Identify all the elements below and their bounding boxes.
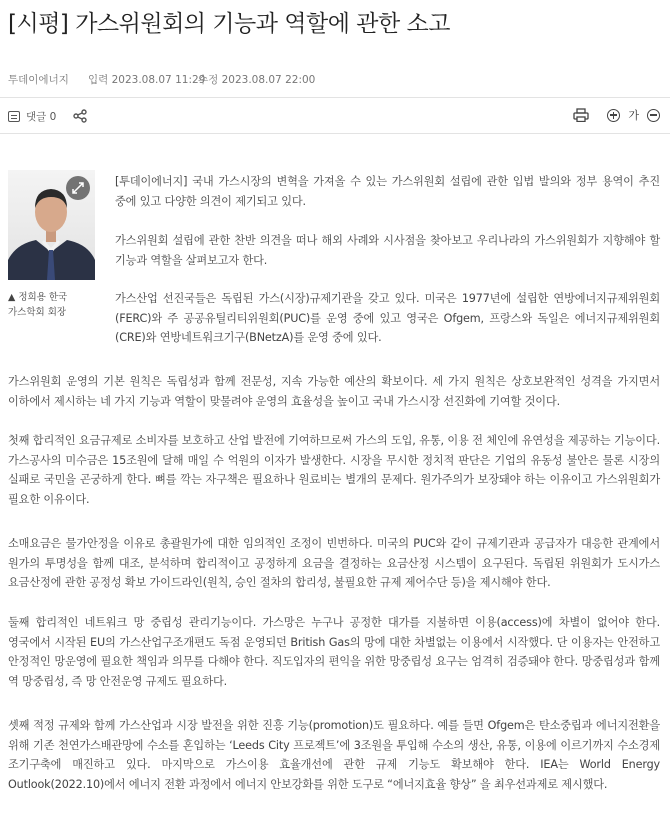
- paragraph: 소매요금은 물가안정을 이유로 총괄원가에 대한 임의적인 조정이 빈번하다. 미국의 PUC와 같이 규제기관과 공급자가 대응한 관계에서 원가의 투명성을 함께 대조, 분석하며 합리적이고 공정하게 요금을 결정하는 요금산정 시스템이 요구된다. 독립된 위원회가 도시가스 요금산정에 관한 공정성 확보 가이드라인(원칙, 승인 절차의 합리성, 불필요한 규제 제어수단 등)을 제시해야 한다.: [8, 537, 660, 590]
- article-toolbar-right: [573, 106, 660, 124]
- author-photo[interactable]: [8, 170, 95, 280]
- article-toolbar-left: [8, 108, 88, 124]
- article-meta: [8, 72, 315, 86]
- expand-icon[interactable]: [66, 176, 90, 200]
- photo-caption: ▲ 정희용 한국 가스학회 회장: [8, 292, 68, 318]
- published-date: 입력 2023.08.07 11:29: [88, 74, 206, 86]
- comment-icon[interactable]: [8, 111, 20, 122]
- modified-date: 수정 2023.08.07 22:00: [198, 74, 316, 86]
- paragraph: 셋째 적정 규제와 함께 가스산업과 시장 발전을 위한 진흥 기능(promotion)도 필요하다. 예를 들면 Ofgem은 탄소중립과 에너지전환을 위해 기존 천연가스배관망에 수소를 혼입하는 ‘Leeds City 프로젝트’에 3조원을 투입해 수소의 생산, 유통, 이용에 이르기까지 수소경제 조기구축에 매진하고 있다. 마지막으로 가스이용 효율개선에 관한 규제 기능도 확보해야 한다. IEA는 World Energy Outlook(2022.10)에서 에너지 전환 과정에서 에너지 안보강화를 위한 도구로 “에너지효율 향상” 을 최우선과제로 제시했다.: [8, 719, 660, 791]
- article-source: 투데이에너지: [8, 74, 69, 86]
- divider: [0, 97, 670, 98]
- paragraph: 가스산업 선진국들은 독립된 가스(시장)규제기관을 갖고 있다. 미국은 1977년에 설립한 연방에너지규제위원회(FERC)와 주 공공유틸리티위원회(PUC)를 운영 중에 있고 영국은 Ofgem, 프랑스와 독일은 에너지규제위원회(CRE)와 연방네트워크기구(BNetzA)를 운영 중에 있다.: [115, 292, 660, 345]
- font-decrease-icon[interactable]: [647, 109, 660, 122]
- article-title: [시평] 가스위원회의 기능과 역할에 관한 소고: [8, 11, 450, 37]
- paragraph: 가스위원회 운영의 기본 원칙은 독립성과 함께 전문성, 지속 가능한 예산의 확보이다. 세 가지 원칙은 상호보완적인 성격을 가지면서 이하에서 제시하는 네 가지 기능과 역할이 맞물려야 운영의 효율성을 높이고 국내 가스시장 선진화에 기여할 것이다.: [8, 375, 660, 408]
- font-increase-icon[interactable]: [607, 109, 620, 122]
- comment-count[interactable]: 댓글 0: [26, 110, 57, 123]
- paragraph: 둘째 합리적인 네트워크 망 중립성 관리기능이다. 가스망은 누구나 공정한 대가를 지불하면 이용(access)에 차별이 없어야 한다. 영국에서 시작된 EU의 가스산업구조개편도 독점 운영되던 British Gas의 망에 대한 차별없는 이용에서 시작했다. 단 이용자는 안전하고 안정적인 망운영에 필요한 책임과 의무를 다해야 한다. 직도입자의 편익을 위한 망중립성 요구는 엄격히 검증돼야 한다. 망중립성과 함께 역 망중립성, 즉 망 안전운영 규제도 필요하다.: [8, 616, 660, 688]
- paragraph: 첫째 합리적인 요금규제로 소비자를 보호하고 산업 발전에 기여하므로써 가스의 도입, 유통, 이용 전 체인에 유연성을 제공하는 기능이다. 가스공사의 미수금은 15조원에 달해 매일 수 억원의 이자가 발생한다. 시장을 무시한 정치적 판단은 기업의 유동성 불안은 물론 시장의 실패로 국민을 곤궁하게 한다. 뼈를 깍는 자구책은 필요하나 원료비는 별개의 문제다. 원가주의가 보장돼야 하는 이유이고 가스위원회가 필요한 이유이다.: [8, 434, 660, 506]
- divider: [0, 133, 670, 134]
- font-size-label: 가: [628, 109, 639, 122]
- paragraph: 가스위원회 설립에 관한 찬반 의견을 떠나 해외 사례와 시사점을 찾아보고 우리나라의 가스위원회가 지향해야 할 기능과 역할을 살펴보고자 한다.: [115, 234, 660, 267]
- print-icon[interactable]: [573, 108, 589, 122]
- paragraph: [투데이에너지] 국내 가스시장의 변혁을 가져올 수 있는 가스위원회 설립에 관한 입법 발의와 정부 용역이 추진 중에 있고 다양한 의견이 제기되고 있다.: [115, 175, 660, 208]
- share-icon[interactable]: [72, 109, 88, 123]
